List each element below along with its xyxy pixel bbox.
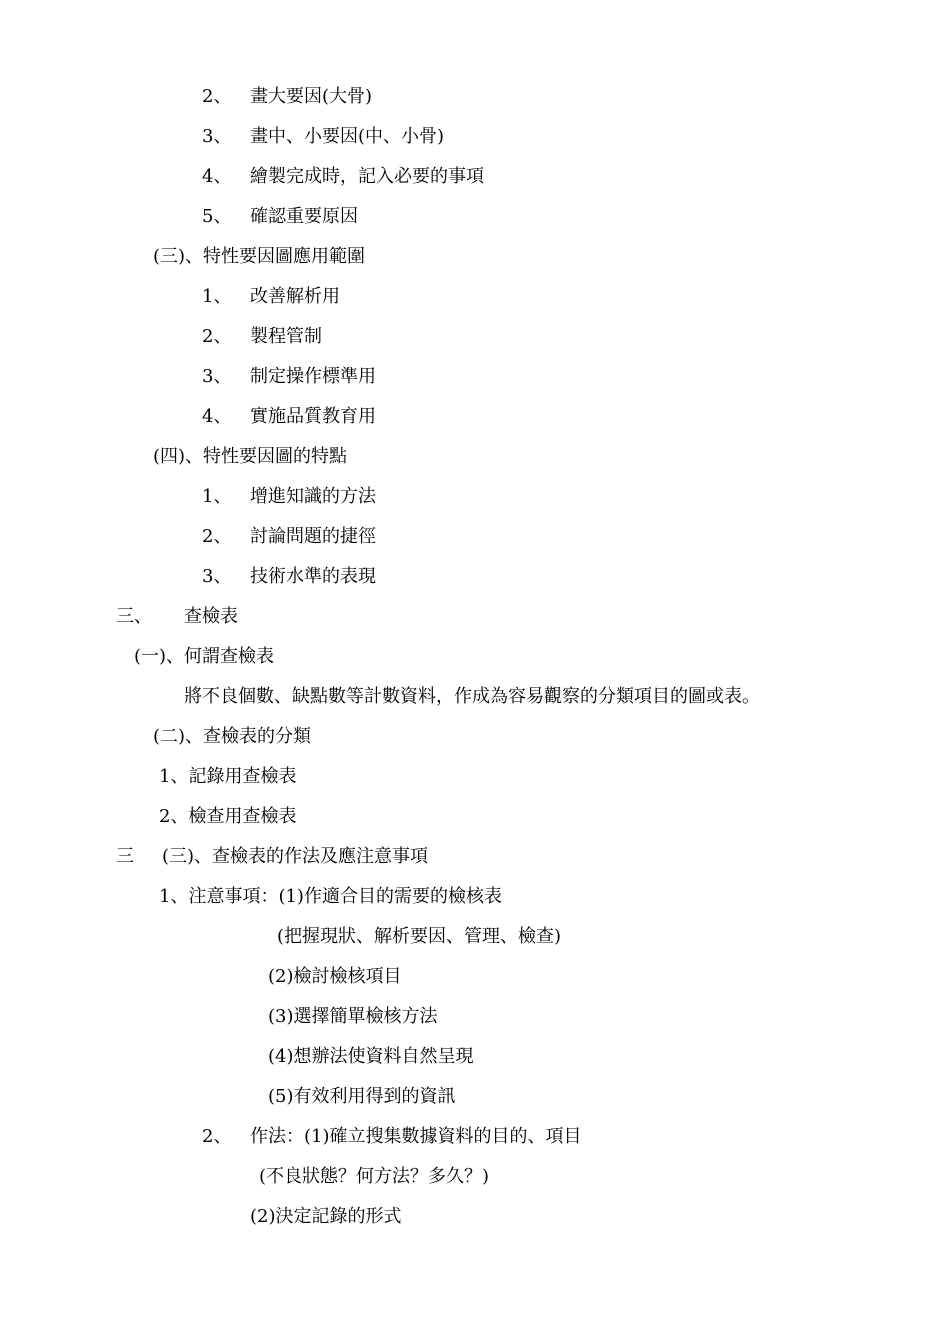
list-number: 1、 — [202, 486, 232, 507]
list-number: 1、 — [202, 286, 232, 307]
section-number: 三、 — [116, 606, 152, 627]
list-item-text: 畫中、小要因(中、小骨) — [250, 126, 445, 147]
list-item-text: 確認重要原因 — [250, 206, 358, 227]
subsection-heading: (三)、查檢表的作法及應注意事項 — [162, 846, 429, 867]
list-item-text: 實施品質教育用 — [250, 406, 376, 427]
list-item-text: 畫大要因(大骨) — [250, 86, 373, 107]
list-number: 3、 — [202, 566, 232, 587]
subsection-heading: (二)、查檢表的分類 — [153, 726, 312, 747]
list-item-text: (2)檢討檢核項目 — [268, 966, 402, 987]
list-item-text: (2)決定記錄的形式 — [250, 1206, 402, 1227]
list-item-text: 增進知識的方法 — [250, 486, 376, 507]
subsection-heading: (四)、特性要因圖的特點 — [153, 446, 348, 467]
list-item-text: (3)選擇簡單檢核方法 — [268, 1006, 438, 1027]
list-item-text: 繪製完成時，記入必要的事項 — [250, 166, 484, 187]
list-item-text: 制定操作標準用 — [250, 366, 376, 387]
list-number: 5、 — [202, 206, 232, 227]
list-item-text: 討論問題的捷徑 — [250, 526, 376, 547]
paragraph: 將不良個數、缺點數等計數資料，作成為容易觀察的分類項目的圖或表。 — [184, 686, 760, 707]
list-item-text: 2、檢查用查檢表 — [159, 806, 297, 827]
list-item-text: (不良狀態？何方法？多久？) — [259, 1166, 490, 1187]
list-number: 3、 — [202, 126, 232, 147]
list-item-text: (5)有效利用得到的資訊 — [268, 1086, 456, 1107]
list-number: 4、 — [202, 406, 232, 427]
section-number: 三 — [116, 846, 134, 867]
list-number: 4、 — [202, 166, 232, 187]
list-item-text: (把握現狀、解析要因、管理、檢查) — [277, 926, 562, 947]
list-item-text: 技術水準的表現 — [250, 566, 376, 587]
list-number: 2、 — [202, 526, 232, 547]
subsection-heading: (一)、何謂查檢表 — [134, 646, 275, 667]
list-item-text: 改善解析用 — [250, 286, 340, 307]
list-item-text: 1、記錄用查檢表 — [159, 766, 297, 787]
list-item-text: 1、注意事項：(1)作適合目的需要的檢核表 — [159, 886, 502, 907]
list-item-text: 作法：(1)確立搜集數據資料的目的、項目 — [250, 1126, 582, 1147]
list-number: 2、 — [202, 326, 232, 347]
list-number: 2、 — [202, 1126, 232, 1147]
list-number: 2、 — [202, 86, 232, 107]
list-item-text: (4)想辦法使資料自然呈現 — [268, 1046, 474, 1067]
list-number: 3、 — [202, 366, 232, 387]
subsection-heading: (三)、特性要因圖應用範圍 — [153, 246, 366, 267]
section-heading: 查檢表 — [184, 606, 238, 627]
list-item-text: 製程管制 — [250, 326, 322, 347]
